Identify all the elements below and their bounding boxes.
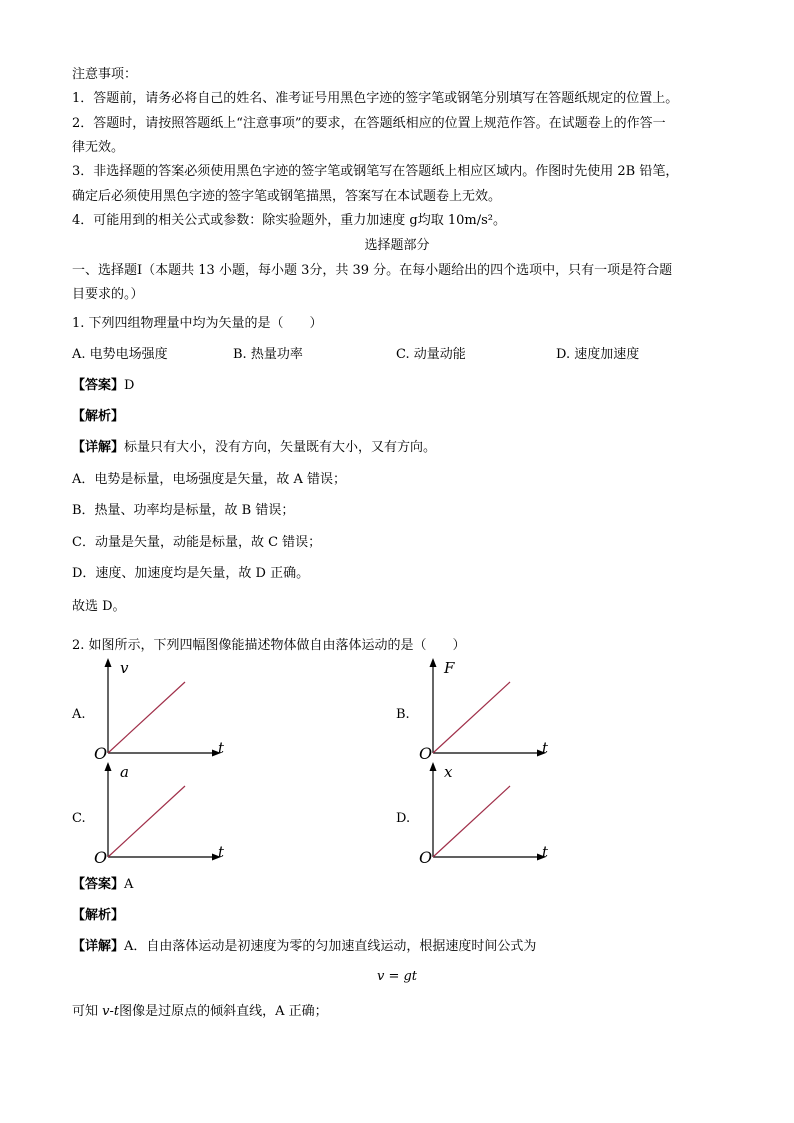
graph-c-origin: O xyxy=(94,848,108,867)
graph-d-origin: O xyxy=(419,848,433,867)
graph-c-x-label: t xyxy=(218,843,225,861)
section-intro-2: 目要求的。） xyxy=(72,287,144,302)
graph-a xyxy=(88,656,238,768)
q2-option-b-label: B. xyxy=(396,707,410,722)
note-line-4: 3．非选择题的答案必须使用黑色字迹的签字笔或钢笔写在答题纸上相应区域内。作图时先使用 2B 铅笔， xyxy=(72,164,679,179)
q1-detail-tag: 【详解】 xyxy=(72,440,125,455)
q2-answer: A xyxy=(124,877,134,892)
graph-d-y-arrow xyxy=(430,762,437,771)
graph-a-y-arrow xyxy=(105,658,112,667)
q2-option-c-label: C. xyxy=(72,811,86,826)
q1-conclusion: 故选 D。 xyxy=(72,599,126,614)
graph-d-y-label: x xyxy=(444,763,453,781)
note-line-6: 4．可能用到的相关公式或参数：除实验题外，重力加速度 g均取 10m/s²。 xyxy=(72,213,506,228)
note-line-1: 1．答题前，请务必将自己的姓名、准考证号用黑色字迹的签字笔或钢笔分别填写在答题纸规定的位置上。 xyxy=(72,91,679,106)
q2-formula: v = gt xyxy=(376,969,418,984)
q2-option-d-label: D. xyxy=(396,811,411,826)
q2-detail: A．自由落体运动是初速度为零的匀加速直线运动，根据速度时间公式为 xyxy=(124,939,537,954)
q1-answer-line xyxy=(72,378,134,394)
q1-stem: 1. 下列四组物理量中均为矢量的是（ ） xyxy=(72,316,323,331)
q2-last-var: v-t xyxy=(102,1004,120,1019)
q1-detail: 标量只有大小，没有方向，矢量既有大小，又有方向。 xyxy=(124,440,437,455)
graph-b-origin: O xyxy=(419,744,433,763)
q1-explain-b: B．热量、功率均是标量，故 B 错误； xyxy=(72,503,295,518)
graph-d-x-label: t xyxy=(542,843,549,861)
q1-explain-a: A．电势是标量，电场强度是矢量，故 A 错误； xyxy=(72,472,347,487)
notes-heading: 注意事项： xyxy=(72,67,138,82)
graph-a-origin: O xyxy=(94,744,108,763)
q1-answer-tag: 【答案】 xyxy=(72,378,125,393)
graph-b-y-label: F xyxy=(444,659,455,677)
q2-last-line xyxy=(72,1004,328,1020)
note-line-5: 确定后必须使用黑色字迹的签字笔或钢笔描黑，答案写在本试题卷上无效。 xyxy=(72,189,502,204)
q1-detail-line xyxy=(72,440,436,456)
graph-d-line xyxy=(433,786,510,857)
q2-analysis-tag xyxy=(72,908,124,924)
q2-answer-tag: 【答案】 xyxy=(72,877,125,892)
q2-detail-line xyxy=(72,939,536,955)
graph-c xyxy=(88,760,238,872)
section-title: 选择题部分 xyxy=(364,238,430,253)
graph-d xyxy=(413,760,563,872)
q1-analysis-label: 【解析】 xyxy=(72,409,125,424)
q1-explain-d: D．速度、加速度均是矢量，故 D 正确。 xyxy=(72,566,310,581)
q2-stem: 2. 如图所示，下列四幅图像能描述物体做自由落体运动的是（ ） xyxy=(72,638,466,653)
q2-detail-tag: 【详解】 xyxy=(72,939,125,954)
q2-analysis-label: 【解析】 xyxy=(72,908,125,923)
graph-a-y-label: v xyxy=(120,659,129,677)
graph-c-line xyxy=(108,786,185,857)
note-line-2: 2．答题时，请按照答题纸上“注意事项”的要求，在答题纸相应的位置上规范作答。在试题卷上的作答一 xyxy=(72,116,666,131)
note-line-3: 律无效。 xyxy=(72,140,125,155)
q2-last-suffix: 图像是过原点的倾斜直线，A 正确； xyxy=(119,1004,328,1019)
graph-b xyxy=(413,656,563,768)
graph-a-x-label: t xyxy=(218,739,225,757)
q1-explain-c: C．动量是矢量，动能是标量，故 C 错误； xyxy=(72,535,322,550)
q1-option-d: D. 速度加速度 xyxy=(556,347,640,362)
section-intro-1: 一、选择题Ⅰ（本题共 13 小题，每小题 3分，共 39 分。在每小题给出的四个选项中，只有一项是符合题 xyxy=(72,263,673,278)
q1-analysis-tag xyxy=(72,409,124,425)
q2-option-a-label: A. xyxy=(72,707,86,722)
graph-b-y-arrow xyxy=(430,658,437,667)
graph-b-x-label: t xyxy=(542,739,549,757)
graph-c-y-label: a xyxy=(120,763,129,781)
graph-b-line xyxy=(433,682,510,753)
graph-c-y-arrow xyxy=(105,762,112,771)
q1-option-b: B. 热量功率 xyxy=(233,347,303,362)
q2-answer-line xyxy=(72,877,133,893)
graph-a-line xyxy=(108,682,185,753)
q2-last-prefix: 可知 xyxy=(72,1004,103,1019)
q1-option-c: C. 动量动能 xyxy=(396,347,466,362)
q1-option-a: A. 电势电场强度 xyxy=(72,347,168,362)
q1-answer: D xyxy=(124,378,135,393)
